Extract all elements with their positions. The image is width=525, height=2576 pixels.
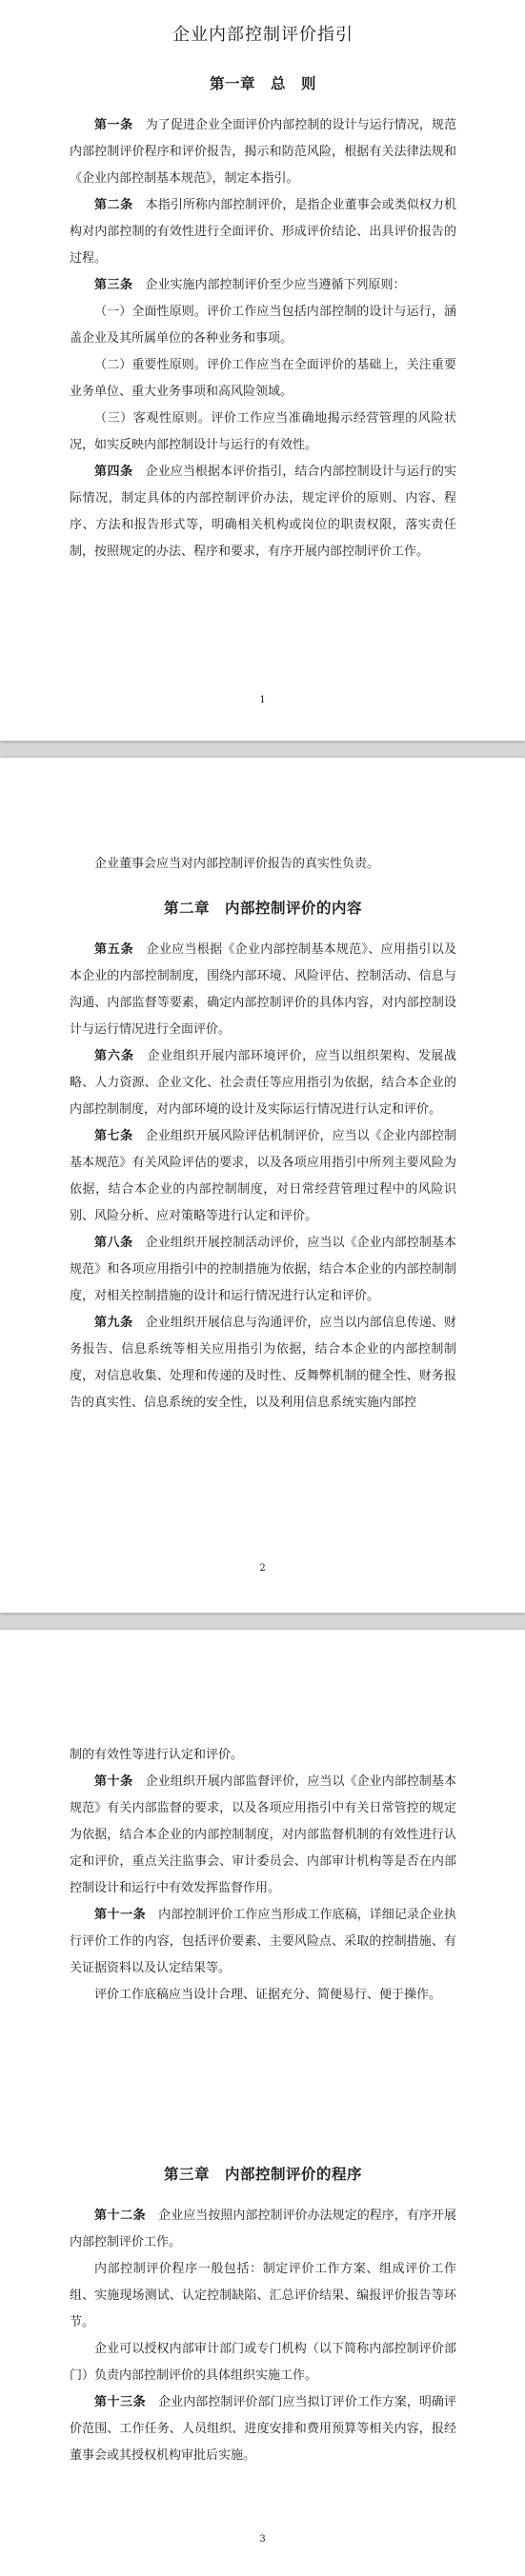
chapter-heading: 第一章 总 则 bbox=[209, 74, 316, 92]
article-paragraph bbox=[70, 1230, 456, 1310]
plain-paragraph bbox=[70, 2256, 456, 2336]
article-number: 第九条 bbox=[94, 1316, 133, 1330]
document-page-3 bbox=[0, 1630, 525, 2576]
article-text: 企业组织开展内部监督评价，应当以《企业内部控制基本规范》有关内部监督的要求，以及各项应用指引中有关日常管控的规定为依据，结合本企业的内部控制制度，对内部监督机制的有效性进行认定和评价，重点关注监事会、审计委员会、内部审计机构等是否在内部控制设计和运行中有效发挥监督作用。 bbox=[70, 1774, 456, 1895]
article-paragraph bbox=[70, 272, 456, 299]
document-page-1 bbox=[0, 0, 525, 741]
document-title: 企业内部控制评价指引 bbox=[172, 25, 353, 45]
article-number: 第十条 bbox=[94, 1774, 133, 1789]
article-number: 第一条 bbox=[94, 118, 133, 132]
article-number: 第十三条 bbox=[94, 2395, 147, 2409]
article-number: 第八条 bbox=[94, 1236, 133, 1250]
page-number: 3 bbox=[259, 2534, 266, 2545]
chapter-heading: 第二章 内部控制评价的内容 bbox=[163, 899, 362, 917]
plain-paragraph bbox=[70, 2336, 456, 2389]
paragraph-text: 制的有效性等进行认定和评价。 bbox=[70, 1748, 244, 1762]
continued-paragraph bbox=[70, 851, 456, 878]
page-body bbox=[70, 112, 456, 565]
article-paragraph bbox=[70, 2389, 456, 2469]
article-paragraph bbox=[70, 937, 456, 1043]
article-text: 企业组织开展信息与沟通评价，应当以内部信息传递、财务报告、信息系统等相关应用指引为依据，结合本企业的内部控制制度，对信息收集、处理和传递的及时性、反舞弊机制的健全性、财务报告的真实性、信息系统的安全性，以及利用信息系统实施内部控 bbox=[70, 1316, 456, 1410]
paragraph-text: （三）客观性原则。评价工作应当准确地揭示经营管理的风险状况，如实反映内部控制设计与运行的有效性。 bbox=[70, 411, 456, 452]
page-body bbox=[70, 937, 456, 1417]
plain-paragraph bbox=[70, 1982, 456, 2009]
article-paragraph bbox=[70, 1902, 456, 1982]
article-text: 本指引所称内部控制评价，是指企业董事会或类似权力机构对内部控制的有效性进行全面评价、形成评价结论、出具评价报告的过程。 bbox=[70, 198, 456, 266]
article-text: 企业实施内部控制评价至少应当遵循下列原则： bbox=[132, 278, 406, 292]
document-page-2 bbox=[0, 758, 525, 1613]
article-number: 第三条 bbox=[94, 278, 133, 292]
article-text: 企业组织开展风险评估机制评价，应当以《企业内部控制基本规范》有关风险评估的要求，以及各项应用指引中所列主要风险为依据，结合本企业的内部控制制度，对日常经营管理过程中的风险识别、风险分析、应对策略等进行认定和评价。 bbox=[70, 1129, 456, 1223]
article-number: 第六条 bbox=[94, 1049, 135, 1063]
paragraph-text: （二）重要性原则。评价工作应当在全面评价的基础上，关注重要业务单位、重大业务事项和高风险领域。 bbox=[70, 358, 456, 399]
article-paragraph bbox=[70, 1123, 456, 1230]
article-number: 第二条 bbox=[94, 198, 133, 212]
article-paragraph bbox=[70, 1769, 456, 1902]
article-number: 第七条 bbox=[94, 1129, 133, 1143]
paragraph-text: （一）全面性原则。评价工作应当包括内部控制的设计与运行，涵盖企业及其所属单位的各种业务和事项。 bbox=[70, 305, 456, 346]
page-body bbox=[70, 851, 456, 878]
principle-paragraph bbox=[70, 299, 456, 352]
principle-paragraph bbox=[70, 406, 456, 459]
page-number: 2 bbox=[259, 1563, 266, 1574]
article-text: 内部控制评价工作应当形成工作底稿，详细记录企业执行评价工作的内容，包括评价要素、主要风险点、采取的控制措施、有关证据资料以及认定结果等。 bbox=[70, 1908, 456, 1975]
article-text: 企业应当根据《企业内部控制基本规范》、应用指引以及本企业的内部控制制度，围绕内部环境、风险评估、控制活动、信息与沟通、内部监督等要素，确定内部控制评价的具体内容，对内部控制设计与运行情况进行全面评价。 bbox=[70, 942, 456, 1037]
chapter-heading: 第三章 内部控制评价的程序 bbox=[163, 2165, 362, 2183]
paragraph-text: 企业可以授权内部审计部门或专门机构（以下简称内部控制评价部门）负责内部控制评价的具体组织实施工作。 bbox=[70, 2342, 456, 2383]
article-paragraph bbox=[70, 1310, 456, 1417]
article-text: 企业组织开展控制活动评价，应当以《企业内部控制基本规范》和各项应用指引中的控制措施为依据，结合本企业的内部控制制度，对相关控制措施的设计和运行情况进行认定和评价。 bbox=[70, 1236, 456, 1303]
article-paragraph bbox=[70, 112, 456, 192]
article-paragraph bbox=[70, 2203, 456, 2256]
article-text: 企业应当根据本评价指引，结合内部控制设计与运行的实际情况，制定具体的内部控制评价办法，规定评价的原则、内容、程序、方法和报告形式等，明确相关机构或岗位的职责权限，落实责任制，按照规定的办法、程序和要求，有序开展内部控制评价工作。 bbox=[70, 465, 456, 559]
article-paragraph bbox=[70, 192, 456, 272]
article-paragraph bbox=[70, 459, 456, 565]
article-text: 企业应当按照内部控制评价办法规定的程序，有序开展内部控制评价工作。 bbox=[70, 2209, 456, 2249]
article-number: 第十一条 bbox=[94, 1908, 147, 1922]
article-number: 第五条 bbox=[94, 942, 134, 957]
paragraph-text: 内部控制评价程序一般包括：制定评价工作方案、组成评价工作组、实施现场测试、认定控制缺陷、汇总评价结果、编报评价报告等环节。 bbox=[70, 2262, 456, 2329]
article-text: 为了促进企业全面评价内部控制的设计与运行情况，规范内部控制评价程序和评价报告，揭示和防范风险，根据有关法律法规和《企业内部控制基本规范》，制定本指引。 bbox=[70, 118, 456, 186]
article-number: 第十二条 bbox=[94, 2209, 147, 2223]
article-text: 企业组织开展内部环境评价，应当以组织架构、发展战略、人力资源、企业文化、社会责任等应用指引为依据，结合本企业的内部控制制度，对内部环境的设计及实际运行情况进行认定和评价。 bbox=[70, 1049, 456, 1117]
paragraph-text: 评价工作底稿应当设计合理、证据充分、简便易行、便于操作。 bbox=[94, 1988, 442, 2002]
page-body bbox=[70, 2203, 456, 2469]
article-paragraph bbox=[70, 1043, 456, 1123]
page-body bbox=[70, 1742, 456, 2009]
article-text: 企业内部控制评价部门应当拟订评价工作方案，明确评价范围、工作任务、人员组织、进度安排和费用预算等相关内容，报经董事会或其授权机构审批后实施。 bbox=[70, 2395, 456, 2463]
principle-paragraph bbox=[70, 352, 456, 406]
page-number: 1 bbox=[259, 695, 266, 705]
paragraph-text: 企业董事会应当对内部控制评价报告的真实性负责。 bbox=[94, 857, 380, 871]
continued-paragraph bbox=[70, 1742, 456, 1769]
article-number: 第四条 bbox=[94, 465, 133, 479]
